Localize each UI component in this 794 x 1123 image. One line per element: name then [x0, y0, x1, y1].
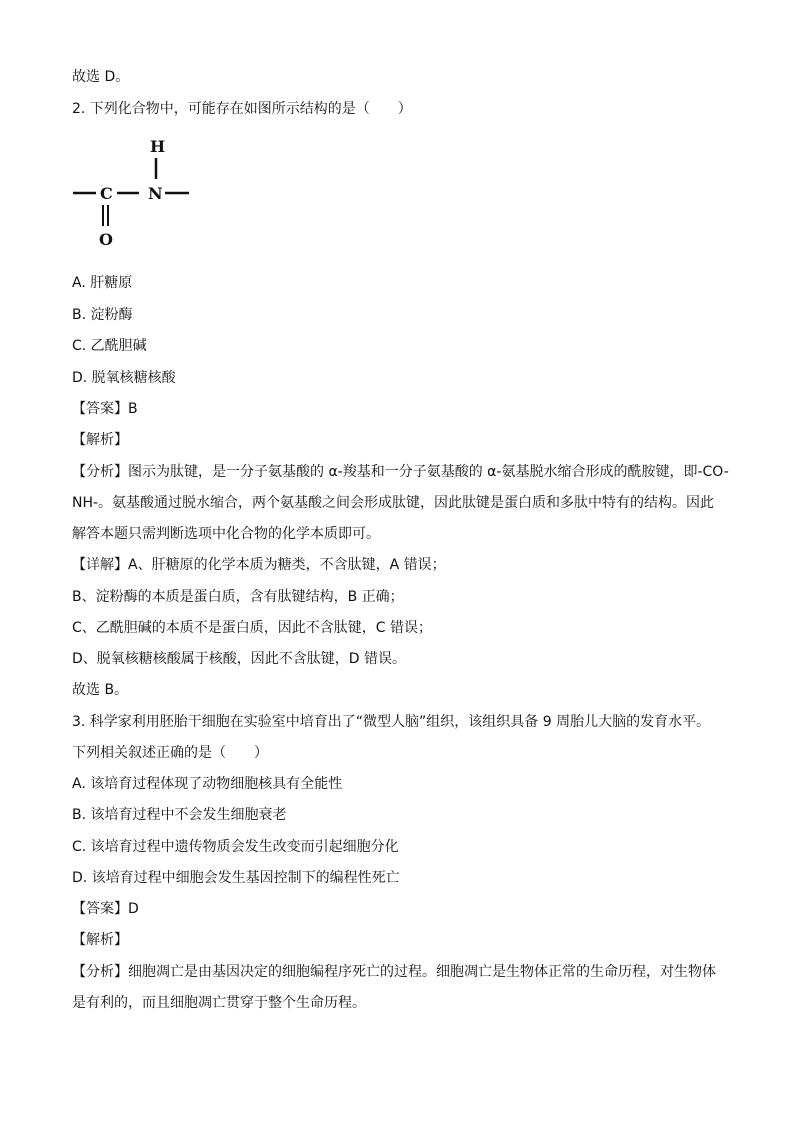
question-2-detail-line-4: D、脱氧核糖核酸属于核酸，因此不含肽键，D 错误。: [72, 651, 407, 667]
question-2-stem: 2. 下列化合物中，可能存在如图所示结构的是（ ）: [72, 101, 412, 117]
question-2-option-d: D. 脱氧核糖核酸: [72, 370, 176, 386]
question-2-option-b: B. 淀粉酶: [72, 307, 133, 323]
peptide-bond-structure-diagram: [70, 138, 200, 250]
question-2-analysis-line-1: 【分析】图示为肽键，是一分子氨基酸的 α-羧基和一分子氨基酸的 α-氨基脱水缩合形成的酰胺键，即-CO-: [72, 464, 729, 480]
question-2-conclusion: 故选 B。: [72, 682, 129, 698]
question-3-analysis-title: 【解析】: [72, 932, 128, 948]
oxygen-atom-label: O: [99, 230, 113, 249]
question-2-detail-line-1: 【详解】A、肝糖原的化学本质为糖类，不含肽键，A 错误；: [72, 557, 446, 573]
previous-question-conclusion: 故选 D。: [72, 69, 130, 85]
peptide-bond-svg: [70, 138, 200, 250]
question-3-answer: 【答案】D: [72, 901, 139, 917]
question-3-analysis-line-1: 【分析】细胞凋亡是由基因决定的细胞编程序死亡的过程。细胞凋亡是生物体正常的生命历程，对生物体: [72, 964, 716, 980]
question-3-option-b: B. 该培育过程中不会发生细胞衰老: [72, 807, 287, 823]
question-3-option-a: A. 该培育过程体现了动物细胞核具有全能性: [72, 776, 343, 792]
question-3-analysis-line-2: 是有利的，而且细胞凋亡贯穿于整个生命历程。: [72, 995, 366, 1011]
question-2-answer: 【答案】B: [72, 401, 138, 417]
question-2-analysis-line-2: NH-。氨基酸通过脱水缩合，两个氨基酸之间会形成肽键，因此肽键是蛋白质和多肽中特有的结构。因此: [72, 495, 715, 511]
carbon-atom-label: C: [100, 184, 113, 203]
question-3-stem-line-2: 下列相关叙述正确的是（ ）: [72, 745, 268, 761]
question-3-stem-line-1: 3. 科学家利用胚胎干细胞在实验室中培育出了“微型人脑”组织，该组织具备 9 周胎儿大脑的发育水平。: [72, 714, 711, 730]
question-2-option-a: A. 肝糖原: [72, 275, 133, 291]
question-2-analysis-line-3: 解答本题只需判断选项中化合物的化学本质即可。: [72, 526, 380, 542]
question-3-option-c: C. 该培育过程中遗传物质会发生改变而引起细胞分化: [72, 839, 399, 855]
question-2-detail-line-2: B、淀粉酶的本质是蛋白质，含有肽键结构，B 正确；: [72, 589, 404, 605]
question-2-detail-line-3: C、乙酰胆碱的本质不是蛋白质，因此不含肽键，C 错误；: [72, 620, 432, 636]
question-2-option-c: C. 乙酰胆碱: [72, 338, 147, 354]
hydrogen-atom-label: H: [150, 138, 166, 156]
nitrogen-atom-label: N: [148, 184, 163, 203]
question-2-analysis-title: 【解析】: [72, 432, 128, 448]
question-3-option-d: D. 该培育过程中细胞会发生基因控制下的编程性死亡: [72, 870, 400, 886]
